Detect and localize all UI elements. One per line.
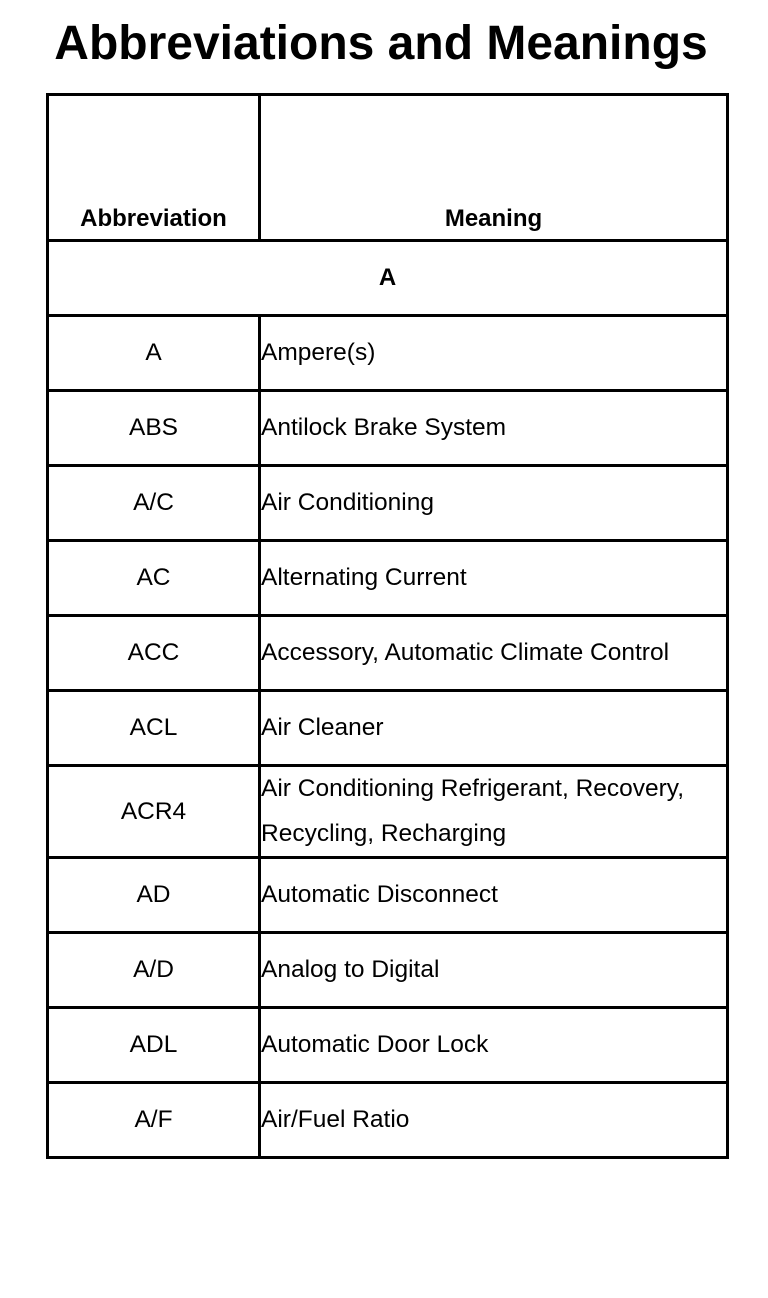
table-row (48, 858, 728, 933)
abbreviation-cell: ACR4 (48, 766, 260, 858)
meaning-cell: Ampere(s) (260, 316, 728, 391)
header-abbreviation: Abbreviation (48, 95, 260, 241)
abbreviation-cell: ACC (48, 616, 260, 691)
table-row (48, 691, 728, 766)
table-row (48, 391, 728, 466)
table-row (48, 616, 728, 691)
table-row (48, 1083, 728, 1158)
section-row (48, 241, 728, 316)
abbreviation-cell: A/D (48, 933, 260, 1008)
table-row (48, 766, 728, 858)
meaning-cell: Analog to Digital (260, 933, 728, 1008)
meaning-cell: Automatic Disconnect (260, 858, 728, 933)
abbreviation-cell: AD (48, 858, 260, 933)
abbreviation-cell: A/C (48, 466, 260, 541)
abbreviation-cell: ACL (48, 691, 260, 766)
meaning-cell: Air Cleaner (260, 691, 728, 766)
meaning-cell: Accessory, Automatic Climate Control (260, 616, 728, 691)
meaning-cell: Alternating Current (260, 541, 728, 616)
table-row (48, 466, 728, 541)
meaning-cell: Antilock Brake System (260, 391, 728, 466)
table-row (48, 316, 728, 391)
header-row (48, 95, 728, 241)
abbreviation-cell: ADL (48, 1008, 260, 1083)
abbreviation-cell: A (48, 316, 260, 391)
table-row (48, 1008, 728, 1083)
table-row (48, 541, 728, 616)
abbreviation-cell: A/F (48, 1083, 260, 1158)
meaning-cell: Air/Fuel Ratio (260, 1083, 728, 1158)
header-meaning: Meaning (260, 95, 728, 241)
meaning-cell: Air Conditioning Refrigerant, Recovery, Recycling, Recharging (260, 766, 728, 858)
meaning-cell: Air Conditioning (260, 466, 728, 541)
table-row (48, 933, 728, 1008)
page-title: Abbreviations and Meanings (54, 17, 708, 70)
abbreviation-cell: ABS (48, 391, 260, 466)
abbreviations-table (46, 93, 729, 1159)
meaning-cell: Automatic Door Lock (260, 1008, 728, 1083)
abbreviation-cell: AC (48, 541, 260, 616)
section-label: A (48, 241, 728, 316)
